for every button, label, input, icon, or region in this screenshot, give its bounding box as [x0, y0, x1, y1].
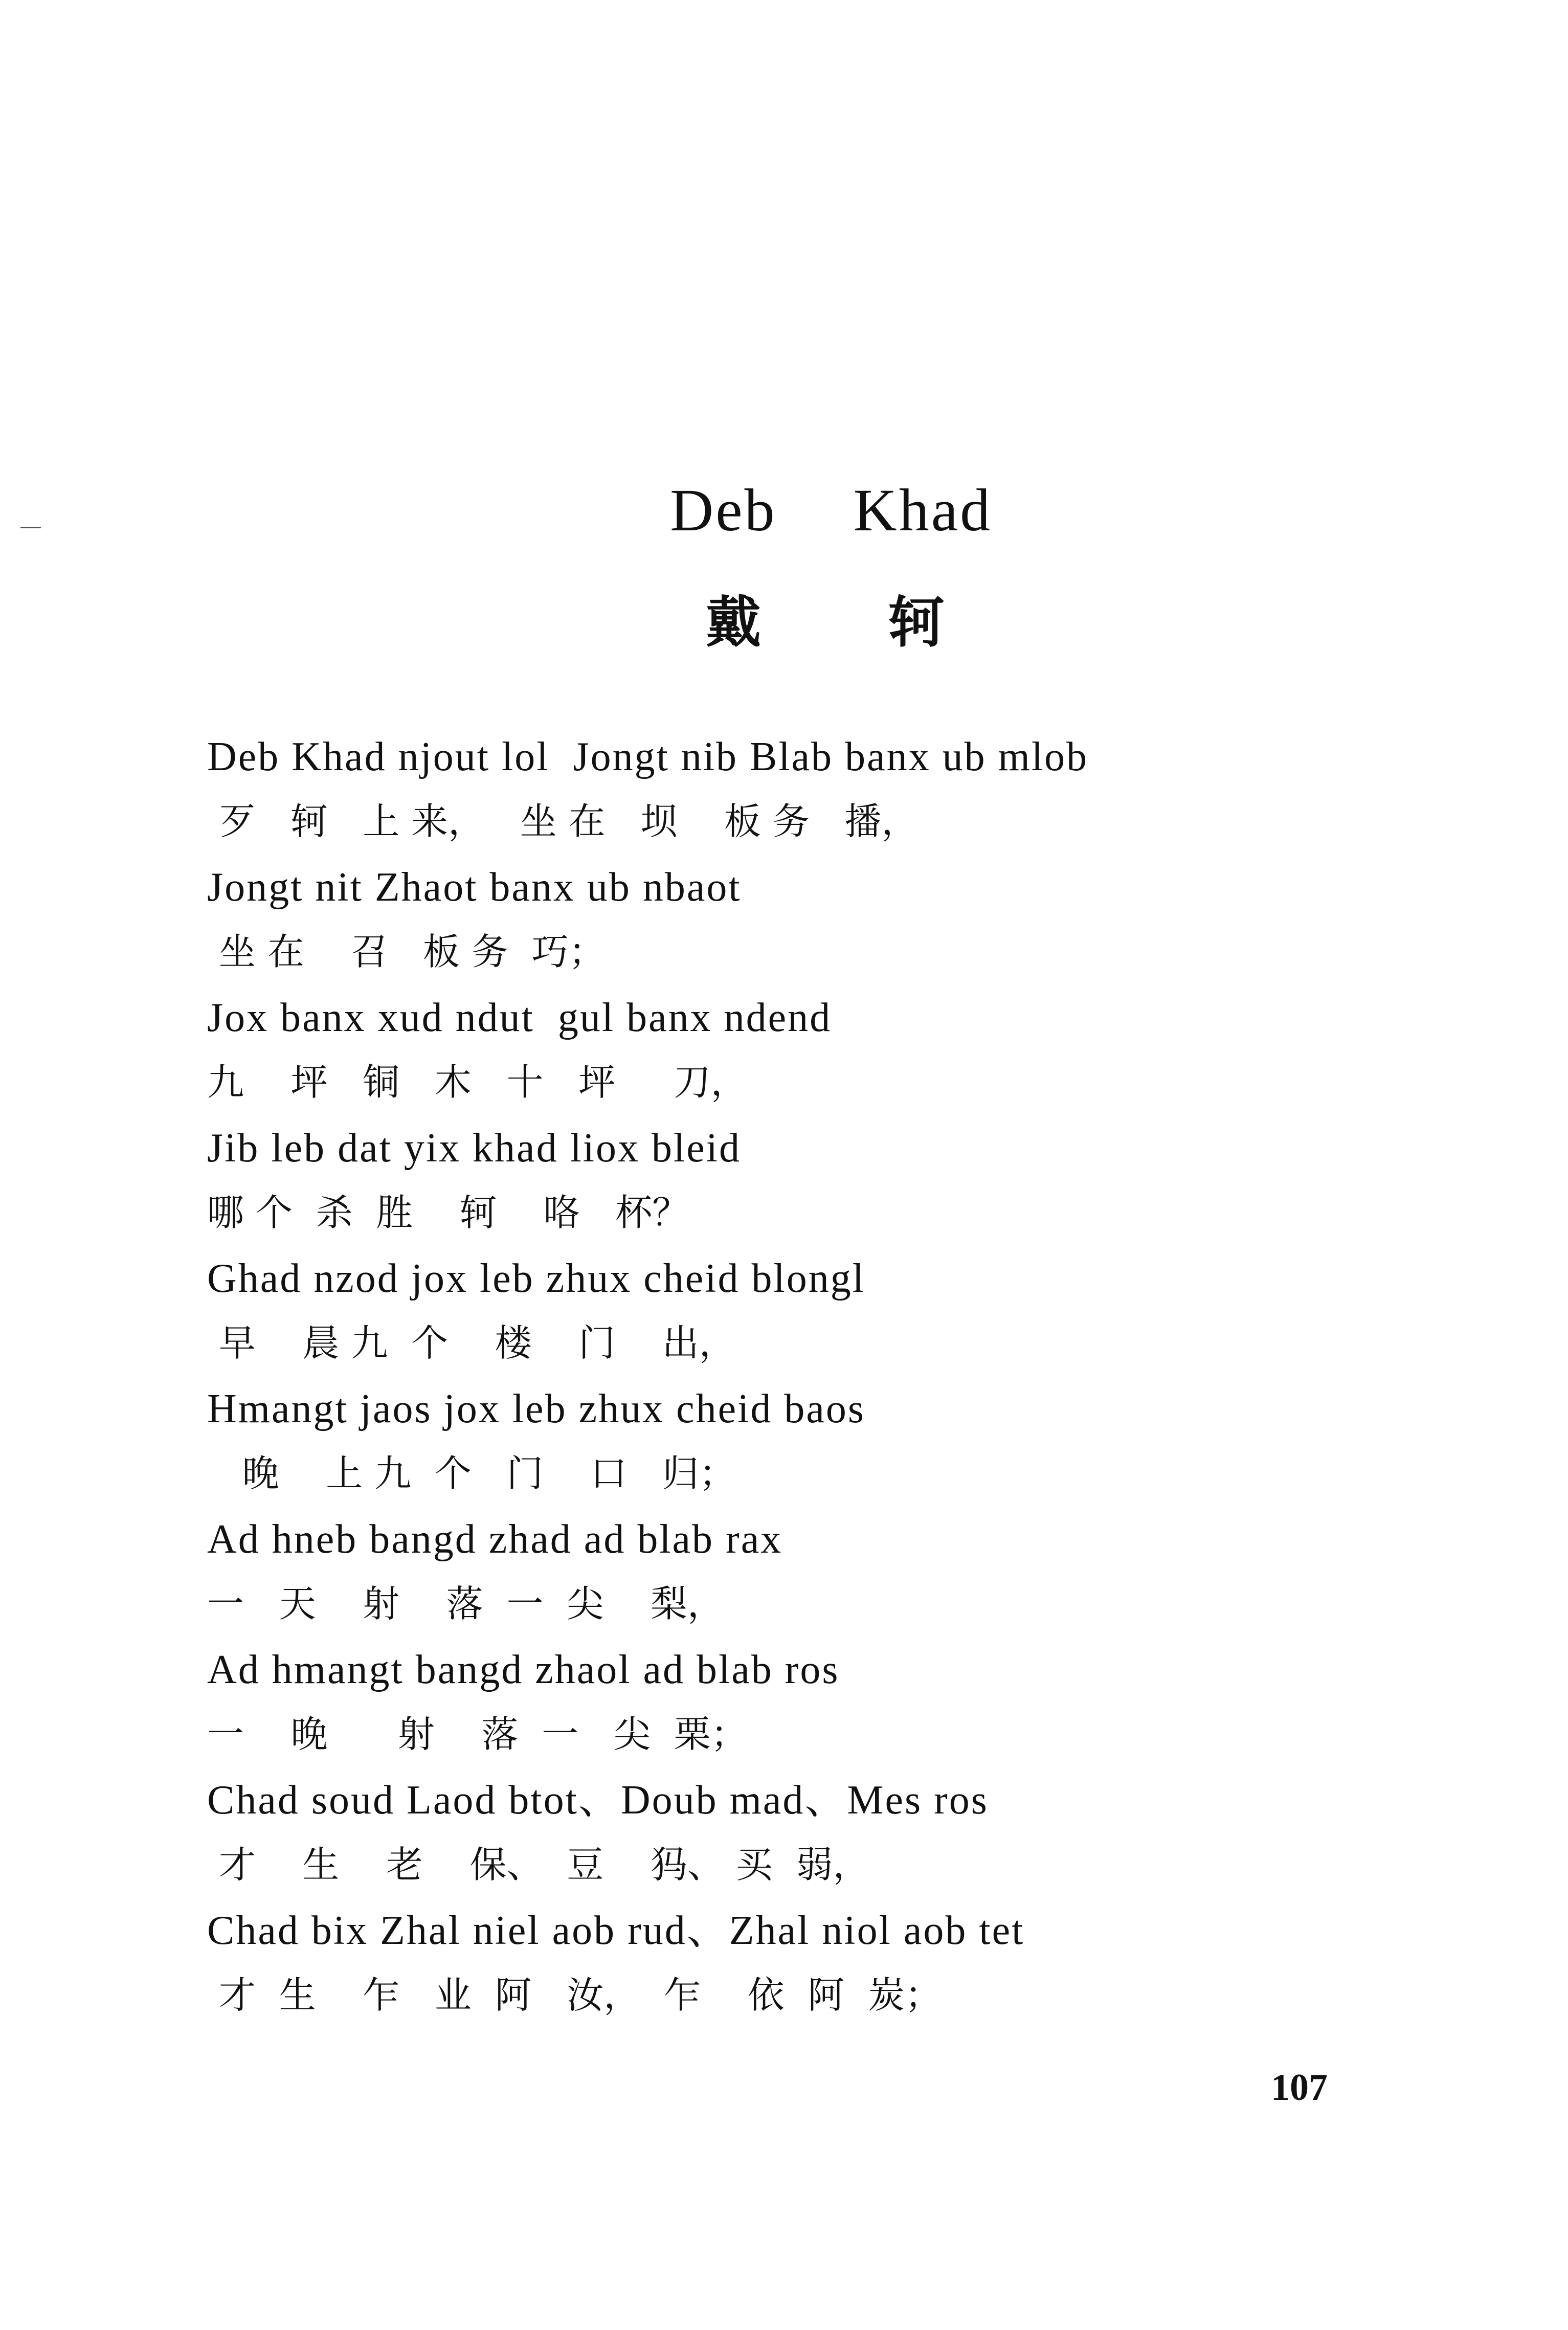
margin-mark — [20, 527, 41, 528]
verse-6-miao: Hmangt jaos jox leb zhux cheid baos — [207, 1386, 865, 1431]
verse-2-miao: Jongt nit Zhaot banx ub nbaot — [207, 865, 742, 910]
title-han-right: 轲 — [889, 591, 945, 655]
verse-8-han: 一 晚 射 落 一 尖 栗； — [207, 1713, 748, 1756]
verse-7-miao: Ad hneb bangd zhad ad blab rax — [207, 1517, 783, 1562]
verse-3-miao: Jox banx xud ndut gul banx ndend — [207, 995, 832, 1040]
verse-1-miao: Deb Khad njout lol Jongt nib Blab banx ub mlob — [207, 734, 1089, 779]
verse-8-miao: Ad hmangt bangd zhaol ad blab ros — [207, 1647, 840, 1692]
verse-9-han: 才 生 老 保、 豆 犸、 买 弱， — [207, 1843, 870, 1886]
verse-2-han: 坐 在 召 板 务 巧； — [207, 930, 606, 973]
verse-10-miao: Chad bix Zhal niel aob rud、Zhal niol aob tet — [207, 1908, 1025, 1953]
title-roman-right: Khad — [853, 477, 993, 544]
verse-6-han: 晚 上 九 个 门 口 归； — [207, 1452, 736, 1495]
verse-10-han: 才 生 乍 业 阿 汝， 乍 依 阿 炭； — [207, 1974, 942, 2017]
verse-1-han: 歹 轲 上 来， 坐 在 坝 板 务 播， — [207, 800, 919, 843]
title-roman-left: Deb — [670, 477, 777, 544]
verse-9-miao: Chad soud Laod btot、Doub mad、Mes ros — [207, 1778, 989, 1823]
verse-5-han: 早 晨 九 个 楼 门 出， — [207, 1321, 736, 1364]
verse-4-miao: Jib leb dat yix khad liox bleid — [207, 1126, 741, 1171]
title-han-left: 戴 — [706, 591, 761, 655]
verse-5-miao: Ghad nzod jox leb zhux cheid blongl — [207, 1256, 865, 1301]
verse-7-han: 一 天 射 落 一 尖 梨， — [207, 1582, 724, 1625]
poem-title-han — [706, 578, 992, 657]
page-number: 107 — [1271, 2067, 1328, 2109]
poem-title-roman — [670, 476, 1018, 545]
verse-4-han: 哪 个 杀 胜 轲 咯 杯？ — [207, 1191, 689, 1234]
verse-3-han: 九 坪 铜 木 十 坪 刀， — [207, 1061, 748, 1104]
